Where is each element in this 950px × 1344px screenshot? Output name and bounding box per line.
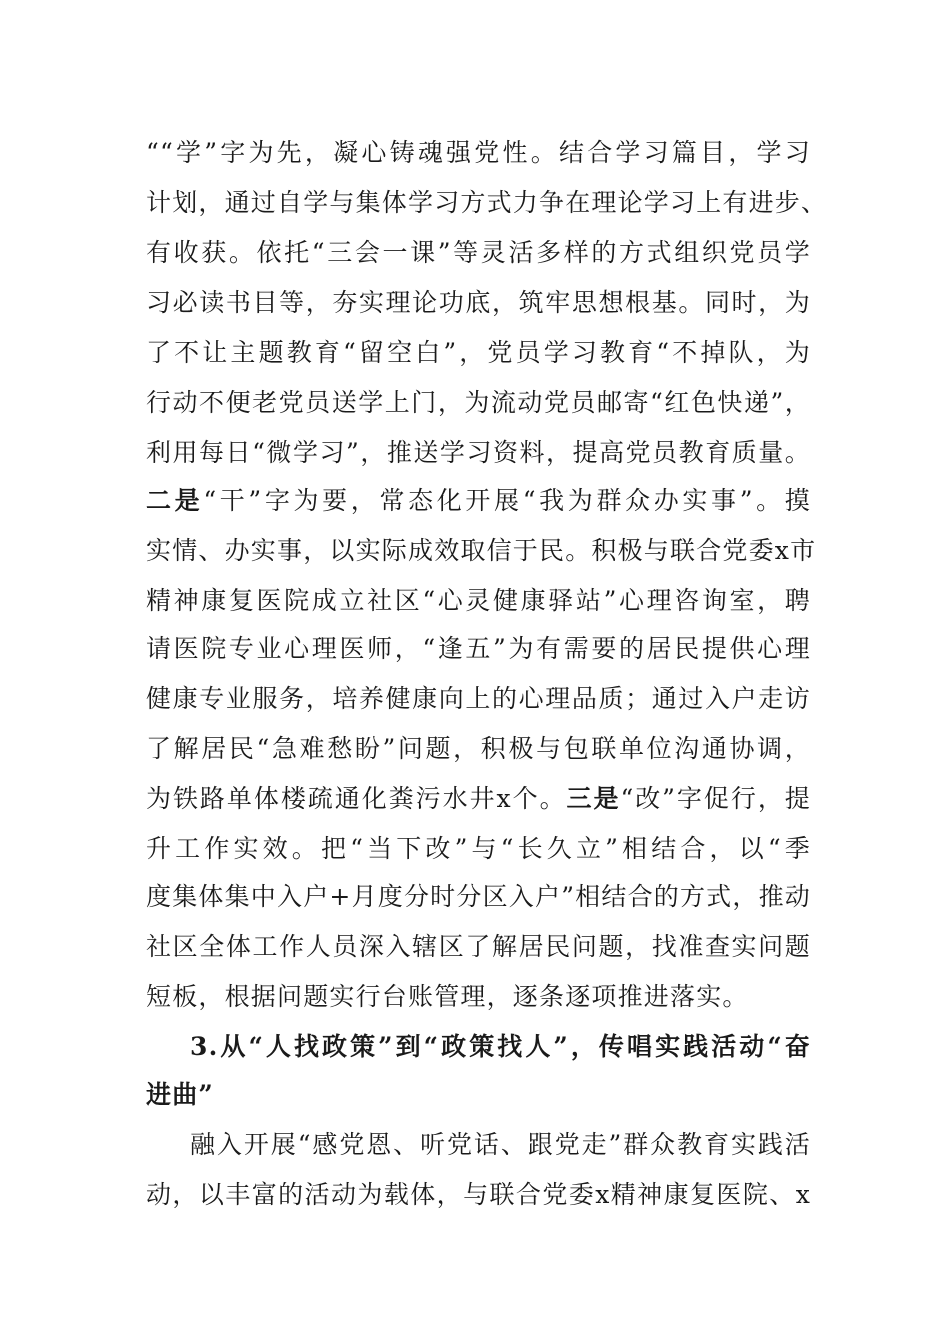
body-text-line: 升工作实效。把“当下改”与“长久立”相结合，以“季	[146, 834, 811, 863]
body-text-line: 了不让主题教育“留空白”，党员学习教育“不掉队，为	[146, 338, 811, 367]
section-heading: 3.从“人找政策”到“政策找人”，传唱实践活动“奋	[190, 1032, 811, 1061]
body-text-line: 计划，通过自学与集体学习方式力争在理论学习上有进步、	[146, 188, 828, 217]
body-text-line: 精神康复医院成立社区“心灵健康驿站”心理咨询室，聘	[146, 586, 811, 615]
point-three-label: 三是	[566, 784, 621, 813]
section-heading-continuation: 进曲”	[146, 1080, 214, 1109]
body-text-line: 请医院专业心理医师，“逢五”为有需要的居民提供心理	[146, 634, 811, 663]
body-text-line: 了解居民“急难愁盼”问题，积极与包联单位沟通协调，	[146, 734, 811, 763]
point-three-text: “改”字促行，提	[620, 784, 811, 813]
body-text-line: 习必读书目等，夯实理论功底，筑牢思想根基。同时，为	[146, 288, 811, 317]
body-text-line: 行动不便老党员送学上门，为流动党员邮寄“红色快递”，	[146, 388, 811, 417]
body-text-line: 健康专业服务，培养健康向上的心理品质；通过入户走访	[146, 684, 811, 713]
body-text-line: 社区全体工作人员深入辖区了解居民问题，找准查实问题	[146, 932, 811, 961]
body-text-line	[146, 774, 811, 824]
body-text-line: 短板，根据问题实行台账管理，逐条逐项推进落实。	[146, 982, 749, 1011]
line-text: 为铁路单体楼疏通化粪污水井x个。	[146, 784, 567, 813]
paragraph-text-line: 动，以丰富的活动为载体，与联合党委x精神康复医院、x	[146, 1180, 811, 1209]
paragraph-text-line: 融入开展“感党恩、听党话、跟党走”群众教育实践活	[190, 1130, 811, 1159]
body-text-line: 利用每日“微学习”，推送学习资料，提高党员教育质量。	[146, 438, 811, 467]
point-two-label: 二是	[146, 486, 204, 515]
body-text-line: 度集体集中入户+月度分时分区入户”相结合的方式，推动	[146, 882, 811, 911]
body-text-line	[146, 476, 811, 526]
body-text-line: ““学”字为先，凝心铸魂强党性。结合学习篇目，学习	[146, 138, 811, 167]
point-two-text: “干”字为要，常态化开展“我为群众办实事”。摸	[203, 486, 811, 515]
body-text-line: 实情、办实事，以实际成效取信于民。积极与联合党委x市	[146, 536, 817, 565]
body-text-line: 有收获。依托“三会一课”等灵活多样的方式组织党员学	[146, 238, 811, 267]
